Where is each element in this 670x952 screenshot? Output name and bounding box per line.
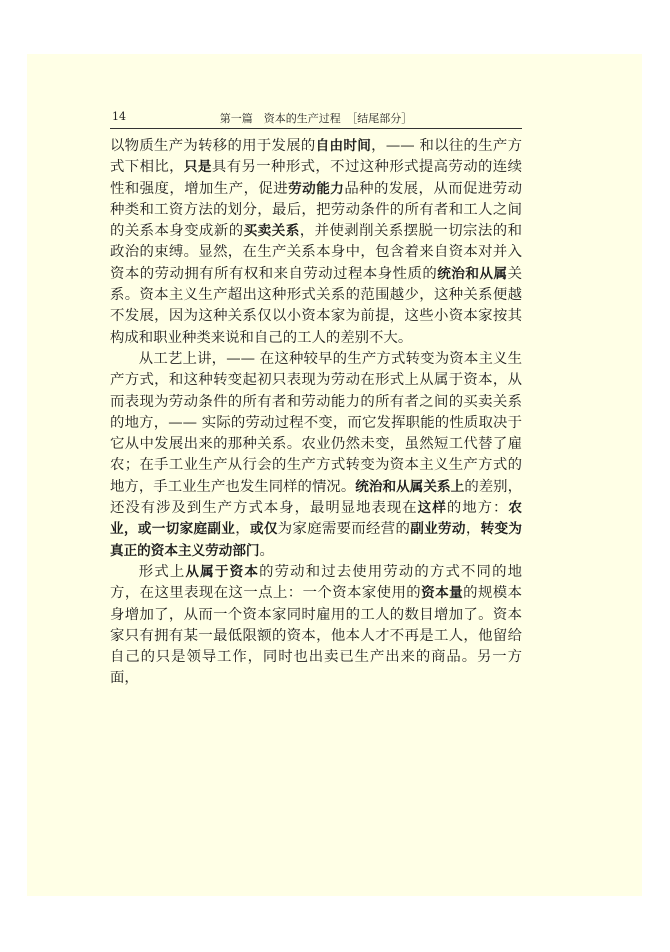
text-run: 品种的发展，从而促进劳动种类和工资方法的划分，最后，把劳动条件的所有者和工人之间的关系本身变成新的: [110, 180, 522, 240]
text-run: ，并使剥削关系摆脱一切宗法的和政治的束缚。显然，在生产关系本身中，包含着来自资本对并入资本的劳动拥有所有权和来自劳动过程本身性质的: [110, 223, 522, 282]
text-run: 具有另一种形式，不过这种形式提高劳动的连续性和强度，增加生产，促进: [110, 159, 522, 197]
running-title: 第一篇 资本的生产过程 ［结尾部分］: [219, 112, 413, 125]
text-run: 的规模本身增加了，从而一个资本家同时雇用的工人的数目增加了。资本家只有拥有某一最低限额的资本，他本人才不再是工人，他留给自己的只是领导工作，同时也出卖已生产出来的商品。另一方面，: [110, 585, 522, 687]
bold-text: 转变为真正的资本主义劳动部门: [110, 521, 522, 559]
text-run: 以物质生产为转移的用于发展的: [110, 138, 316, 154]
text-run: 为家庭需要而经营的: [277, 521, 411, 538]
page-number: 14: [112, 110, 126, 123]
bold-text: 买卖关系: [243, 223, 300, 240]
bold-text: 只是: [183, 159, 212, 176]
paragraph: [110, 349, 522, 562]
text-run: 的劳动和过去使用劳动的方式不同的地方，在这里表现在这一点上：一个资本家使用的: [110, 563, 522, 602]
bold-text: 从属于资本: [185, 563, 260, 580]
bold-text: 统治和从属关系上: [355, 478, 465, 495]
text-run: 从工艺上讲，—— 在这种较早的生产方式转变为资本主义生产方式，和这种转变起初只表现为劳动在形式上从属于资本，从而表现为劳动条件的所有者和劳动能力的所有者之间的买卖关系的地方，—— 实际的劳动过程不变，而它发挥职能的性质取决于它从中发展出来的那种关系。农业仍然未变，虽然短工代替了雇农；在手工业生产从行会的生产方式转变为资本主义生产方式的地方，手工业生产也发生同样的情况。: [110, 350, 522, 495]
text-run: ，: [465, 521, 481, 538]
bold-text: 自由时间: [315, 138, 372, 154]
running-header: [110, 106, 522, 129]
text-run: 的地方：: [446, 500, 509, 517]
bold-text: 这样: [417, 500, 447, 517]
bold-text: 劳动能力: [288, 180, 345, 197]
paragraph: [110, 136, 522, 349]
text-run: 关系。资本主义生产超出这种形式关系的范围越少，这种关系便越不发展，因为这种关系仅以小资本家为前提，这些小资本家按其构成和职业种类来说和自己的工人的差别不大。: [110, 265, 522, 346]
paragraph: [110, 562, 522, 690]
bold-text: 或仅: [249, 521, 278, 538]
text-run: 。: [259, 542, 274, 559]
text-run: ，: [235, 521, 250, 538]
bold-text: 资本量: [421, 585, 464, 602]
text-run: 形式上: [138, 563, 186, 580]
bold-text: 副业劳动: [410, 521, 466, 538]
text-run: 的差别，还没有涉及到生产方式本身，最明显地表现在: [110, 478, 522, 517]
text-run: ，—— 和以往的生产方式下相比，: [110, 138, 522, 176]
bold-text: 统治和从属: [437, 265, 508, 282]
body-text: [110, 136, 522, 690]
bold-text: 农业，或一切家庭副业: [110, 500, 522, 538]
